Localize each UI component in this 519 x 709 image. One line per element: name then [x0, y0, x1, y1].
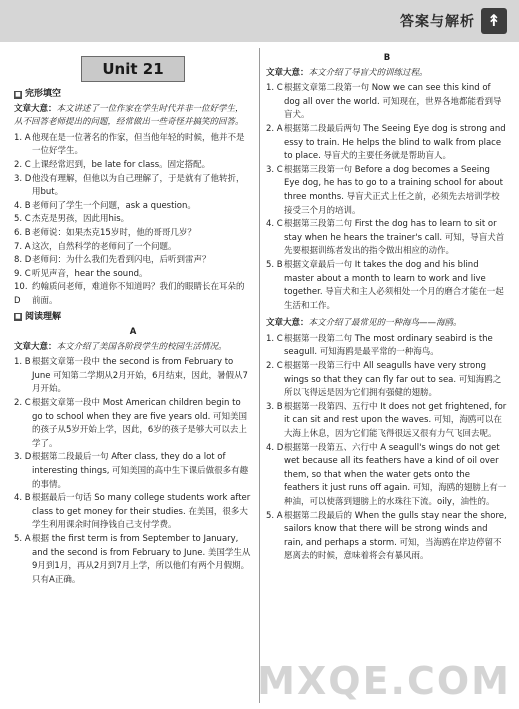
list-item [14, 159, 252, 173]
item-text: 根据文章第一段中 the second is from February to June 可知第二学期从2月开始，6月结束，因此，暑假从7月开始。 [32, 357, 248, 395]
item-number: 1. C [266, 333, 283, 344]
item-text: 他现在是一位著名的作家，但当他年轻的时候，他并不是一位好学生。 [32, 132, 245, 157]
item-text: 根据文章最后一句 It takes the dog and his blind master about a month to learn to work and live together. 导盲犬和主人必须相处一个月的磨合才能在一起生活和工作。 [284, 259, 504, 311]
item-number: 7. A [14, 241, 31, 252]
unit-title-wrap [14, 56, 252, 82]
item-text: 根据第一段第五、六行中 A seagull's wings do not get wet because all its feathers have a kind of oil over them, so that when the water gets onto the feathers it just runs off again. 可知，海鸥的翅膀上有一种油，可以使落到翅膀上的水珠往下流。oily，油性的。 [284, 442, 507, 507]
passage-b-summary [266, 67, 508, 81]
item-number: 9. C [14, 268, 31, 279]
unit-title: Unit 21 [81, 56, 184, 82]
list-item [14, 227, 252, 241]
list-item [14, 173, 252, 200]
item-text: 根据第一段第二句 The most ordinary seabird is the seagull. 可知海鸥是最平常的一种海鸟。 [284, 333, 493, 358]
passage-a-label: A [129, 327, 137, 338]
summary-label: 文章大意： [266, 318, 309, 329]
item-text: 这次，自然科学的老师问了一个问题。 [32, 241, 177, 252]
list-item [14, 200, 252, 214]
list-item [266, 164, 508, 218]
list-item [266, 218, 508, 259]
brand-title: 答案与解析 [400, 14, 475, 30]
summary-text: 本文讲述了一位作家在学生时代并非一位好学生，从不回答老师提出的问题，经常做出一些奇怪并搞笑的回答。 [14, 103, 244, 128]
summary-text: 本文介绍了导盲犬的训练过程。 [308, 67, 428, 78]
passage-a-summary [14, 341, 252, 355]
item-number: 4. C [266, 219, 283, 230]
list-item [266, 360, 508, 401]
section-marker-icon: ■ [15, 90, 21, 98]
summary-text: 本文介绍了最常见的一种海鸟——海鸥。 [308, 318, 462, 329]
list-item [266, 442, 508, 510]
item-number: 3. B [266, 401, 283, 412]
item-number: 6. B [14, 227, 31, 238]
item-number: 3. C [266, 164, 283, 175]
item-text: 根据文章第一段中 Most American children begin to go to school when they are five years old. 可知美国的孩子从5岁开始上学，因此，6岁的孩子是够大可以去上学了。 [32, 398, 248, 449]
section-cloze-heading [14, 88, 252, 102]
summary-label: 文章大意： [266, 67, 309, 78]
item-number: 3. D [14, 173, 32, 184]
site-watermark: MXQE.COM [257, 659, 511, 703]
item-text: 根据第一段第四、五行中 It does not get frightened, for it can sit and rest upon the waves. 可知，海鸥可以在大海上休息，因为它们能飞得很远又很有力气飞回去呢。 [284, 401, 507, 440]
item-number: 2. C [266, 361, 283, 372]
item-number: 4. D [266, 442, 284, 453]
summary-label: 文章大意： [14, 341, 57, 352]
item-text: 根据第三段第一句 Before a dog becomes a Seeing Eye dog, he has to go to a training school for about three months. 导盲犬正式上任之前，必须先去培训学校接受三个月的培训。 [284, 164, 503, 216]
item-number: 5. A [266, 510, 283, 521]
left-column [14, 50, 252, 587]
list-item [14, 492, 252, 533]
list-item [266, 82, 508, 123]
item-text: 根据第二段最后两句 The Seeing Eye dog is strong and essy to train. He helps the blind to walk from place to place. 导盲犬的主要任务就是帮助盲人。 [284, 123, 506, 162]
item-text: 根据第三段第二句 First the dog has to learn to sit or stay when he hears the trainer's call. 可知，导盲犬首先要根据训练者发出的指令做出相应的动作。 [284, 219, 505, 257]
list-item [14, 397, 252, 451]
item-text: 根据第二段最后的 When the gulls stay near the shore, sailors know that there will be strong winds and rain, and perhaps a storm. 可知，当海鸥在岸边停留不愿离去的时候，意味着将会有暴风雨。 [284, 510, 507, 562]
item-text: 老师问了学生一个问题，ask a question。 [32, 200, 196, 211]
list-item [266, 259, 508, 313]
item-number: 1. C [266, 83, 283, 94]
item-number: 5. C [14, 214, 31, 225]
item-number: 5. A [14, 534, 31, 544]
item-number: 2. C [14, 398, 31, 409]
item-number: 2. C [14, 159, 31, 170]
item-number: 5. B [266, 259, 283, 270]
list-item [266, 401, 508, 442]
item-text: 根据最后一句话 So many college students work after class to get money for their studies. 在美国，很多大学生利用课余时间挣钱自己支付学费。 [32, 493, 251, 531]
section-reading-title: 阅读理解 [25, 311, 62, 322]
item-number: 4. B [14, 200, 31, 211]
section-marker-icon: ■ [15, 313, 21, 321]
item-text: 根据文章第二段第一句 Now we can see this kind of dog all over the world. 可知现在，世界各地都能看到导盲犬。 [284, 83, 502, 121]
item-text: 老师说：如果杰克15岁时，他的哥哥几岁？ [32, 227, 196, 238]
list-item [14, 132, 252, 159]
list-item [14, 254, 252, 268]
page-header-bar [0, 0, 519, 42]
book-logo-icon: ↟ [481, 8, 507, 34]
list-item [266, 333, 508, 360]
item-number: 4. B [14, 493, 31, 504]
item-number: 2. A [266, 123, 283, 134]
list-item [14, 281, 252, 308]
item-text: 根据 the first term is from September to January, and the second is from February to June. 美国学生从9月到1月，再从2月到7月上学，所以他们有两个月假期。只有A正确。 [32, 534, 251, 585]
list-item [14, 213, 252, 227]
item-text: 根据第一段第三行中 All seagulls have very strong wings so that they can fly far out to sea. 可知海鸥之所以飞得远是因为它们拥有强健的翅膀。 [284, 361, 502, 399]
item-text: 老师问：为什么我们先看到闪电，后听到雷声？ [32, 255, 211, 266]
list-item [14, 451, 252, 492]
right-column [266, 50, 508, 564]
item-number: 1. B [14, 357, 31, 368]
list-item [14, 268, 252, 282]
item-text: 根据第二段最后一句 After class, they do a lot of interesting things, 可知美国的高中生下课后做很多有趣的事情。 [32, 452, 249, 490]
passage-b-label: B [383, 53, 391, 63]
list-item [14, 356, 252, 397]
item-number: 8. D [14, 255, 32, 266]
summary-text: 本文介绍了美国各阶段学生的校园生活情况。 [56, 341, 227, 352]
item-number: 10. D [14, 282, 28, 306]
section-reading-heading [14, 311, 252, 325]
column-divider [259, 48, 260, 703]
item-text: 约翰质问老师，难道你不知道吗？我们的眼睛长在耳朵的前面。 [32, 282, 245, 306]
list-item [14, 533, 252, 587]
item-text: 上课经常迟到，be late for class。固定搭配。 [32, 159, 211, 170]
list-item [266, 510, 508, 564]
item-text: 他没有理解，但他以为自己理解了，于是就有了他转折，用but。 [32, 173, 245, 198]
summary-label: 文章大意： [14, 103, 57, 114]
item-number: 1. A [14, 132, 31, 143]
list-item [266, 123, 508, 164]
item-text: 杰克是男孩，因此用his。 [32, 214, 130, 225]
section-cloze-title: 完形填空 [25, 89, 62, 99]
item-text: 听见声音，hear the sound。 [32, 268, 148, 279]
cloze-summary [14, 103, 252, 130]
brand [400, 6, 507, 36]
passage-c-summary [266, 317, 508, 331]
list-item [14, 241, 252, 255]
item-number: 3. D [14, 452, 32, 463]
